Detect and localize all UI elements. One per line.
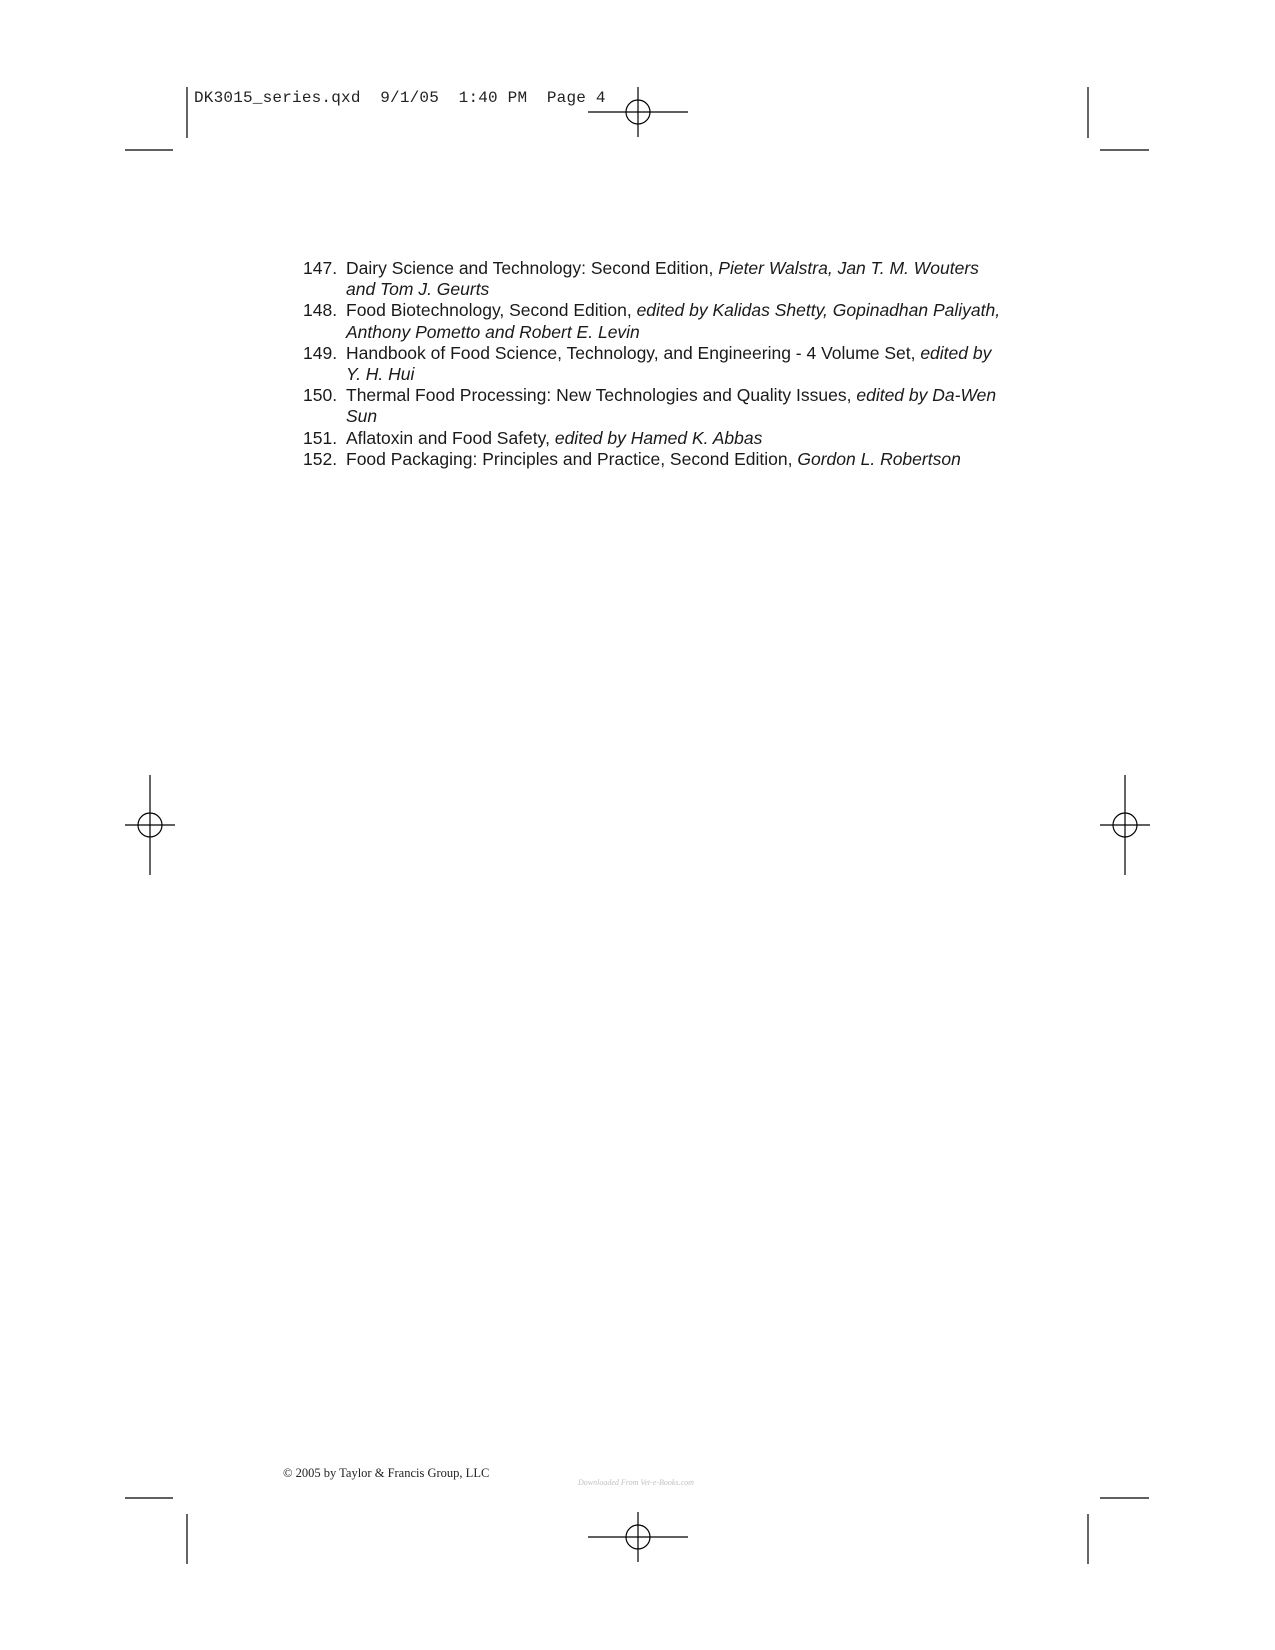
item-number: 147. [303, 258, 338, 278]
registration-mark-right [1100, 775, 1150, 875]
book-author: edited by Y. H. Hui [346, 342, 992, 385]
book-author: Gordon L. Robertson [797, 448, 961, 469]
download-watermark: Downloaded From Vet-e-Books.com [578, 1478, 694, 1487]
list-item [303, 258, 1003, 300]
list-item [303, 449, 1003, 470]
item-number: 149. [303, 342, 338, 363]
registration-mark-bottom [588, 1512, 688, 1562]
registration-mark-top [588, 87, 688, 137]
list-item [303, 428, 1003, 449]
item-number: 151. [303, 427, 338, 448]
book-title: Dairy Science and Technology: Second Edition, [346, 258, 719, 278]
book-title: Food Biotechnology, Second Edition, [346, 300, 637, 321]
list-item [303, 343, 1003, 385]
item-number: 152. [303, 448, 338, 469]
print-slug-line: DK3015_series.qxd 9/1/05 1:40 PM Page 4 [194, 89, 606, 107]
book-author: Pieter Walstra, Jan T. M. Wouters and Tom J. Geurts [346, 258, 979, 300]
book-title: Aflatoxin and Food Safety, [346, 427, 555, 448]
list-item [303, 300, 1003, 342]
book-title: Handbook of Food Science, Technology, and Engineering - 4 Volume Set, [346, 342, 921, 363]
book-author: edited by Kalidas Shetty, Gopinadhan Paliyath, Anthony Pometto and Robert E. Levin [346, 300, 1001, 342]
list-item [303, 385, 1003, 427]
item-number: 150. [303, 385, 338, 406]
book-author: edited by Hamed K. Abbas [554, 427, 763, 448]
book-author: edited by Da-Wen Sun [346, 385, 997, 427]
book-title: Food Packaging: Principles and Practice, Second Edition, [346, 448, 798, 469]
registration-mark-left [125, 775, 175, 875]
book-title: Thermal Food Processing: New Technologies and Quality Issues, [346, 385, 857, 406]
item-number: 148. [303, 300, 338, 321]
series-book-list [303, 258, 1003, 470]
copyright-notice: © 2005 by Taylor & Francis Group, LLC [283, 1466, 490, 1480]
